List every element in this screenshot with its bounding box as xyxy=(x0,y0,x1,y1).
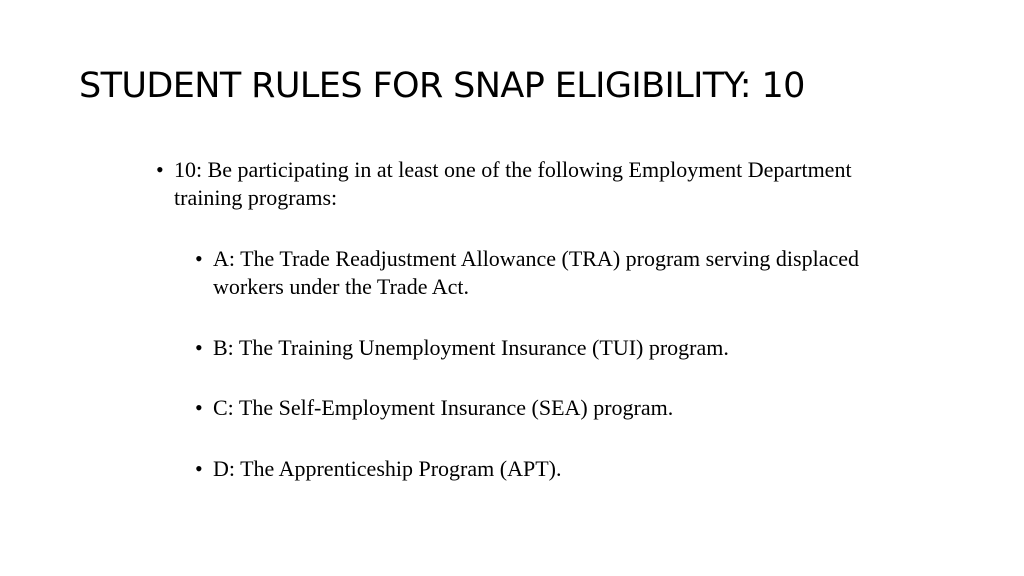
sub-bullet-b-text: B: The Training Unemployment Insurance (TUI) program. xyxy=(213,335,729,360)
sub-bullet-c xyxy=(195,394,895,422)
bullet-icon: • xyxy=(195,456,203,481)
sub-bullet-a-text: A: The Trade Readjustment Allowance (TRA) program serving displaced workers under the Trade Act. xyxy=(213,246,860,299)
sub-bullet-d-text: D: The Apprenticeship Program (APT). xyxy=(213,456,562,481)
main-bullet xyxy=(156,156,876,212)
bullet-icon: • xyxy=(195,246,203,271)
bullet-icon: • xyxy=(195,395,203,420)
sub-bullet-c-text: C: The Self-Employment Insurance (SEA) program. xyxy=(213,395,674,420)
bullet-icon: • xyxy=(195,335,203,360)
slide-title: STUDENT RULES FOR SNAP ELIGIBILITY: 10 xyxy=(79,66,805,106)
sub-bullet-b xyxy=(195,334,895,362)
sub-bullet-d xyxy=(195,455,895,483)
main-bullet-text: 10: Be participating in at least one of the following Employment Department training programs: xyxy=(174,157,852,210)
bullet-icon: • xyxy=(156,157,164,182)
sub-bullet-a xyxy=(195,245,895,301)
